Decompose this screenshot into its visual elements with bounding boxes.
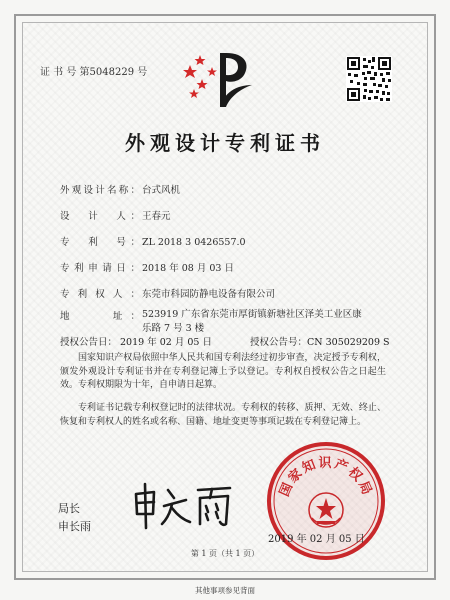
announcement-date-value: 2019 年 02 月 05 日 <box>120 337 212 348</box>
field-label: 外观设计名称： <box>60 185 140 196</box>
field-design-name <box>60 182 180 196</box>
patent-office-logo-icon <box>180 45 258 113</box>
field-patent-number <box>60 234 246 248</box>
field-value: 523919 广东省东莞市厚街镇新塘社区泽美工业区康乐路 7 号 3 楼 <box>142 309 362 334</box>
seal-date: 2019 年 02 月 05 日 <box>268 534 365 545</box>
field-label: 专利权人： <box>60 289 140 300</box>
handwritten-signature-icon <box>128 480 238 532</box>
signatory-title: 局长 <box>58 502 80 515</box>
field-value: 台式风机 <box>142 185 181 196</box>
announcement-number-label: 授权公告号： <box>250 337 308 348</box>
paragraph-grant: 国家知识产权局依照中华人民共和国专利法经过初步审查，决定授予专利权，颁发外观设计专利证书并在专利登记簿上予以登记。专利权自授权公告之日起生效。专利权期限为十年，自申请日起算。 <box>60 353 386 390</box>
signatory-name: 申长雨 <box>58 520 91 533</box>
field-address <box>60 308 362 336</box>
field-label: 专 利 号： <box>60 237 140 248</box>
field-designer <box>60 208 171 222</box>
certificate-number: 证 书 号 第5048229 号 <box>40 67 148 78</box>
seal-text: 国家知识产权局 <box>277 456 375 499</box>
field-label: 专利申请日： <box>60 263 140 274</box>
announcement-date-label: 授权公告日： <box>60 337 118 348</box>
field-value: 2018 年 08 月 03 日 <box>142 263 234 274</box>
field-application-date <box>60 260 234 274</box>
announcement-date <box>60 334 212 348</box>
field-label: 地 址： <box>60 311 140 322</box>
field-patentee <box>60 286 275 300</box>
field-value: 王春元 <box>142 211 171 222</box>
qr-code-icon <box>346 56 392 102</box>
page-number: 第 1 页（共 1 页） <box>190 549 260 558</box>
footer-note: 其他事项参见背面 <box>195 586 255 595</box>
certificate-title: 外观设计专利证书 <box>125 131 325 155</box>
field-value: ZL 2018 3 0426557.0 <box>142 237 246 248</box>
paragraph-legal-status: 专利证书记载专利权登记时的法律状况。专利权的转移、质押、无效、终止、恢复和专利权人的姓名或名称、国籍、地址变更等事项记载在专利登记簿上。 <box>60 403 386 427</box>
field-value: 东莞市科园防静电设备有限公司 <box>142 289 276 300</box>
announcement-number <box>250 334 390 348</box>
field-label: 设 计 人： <box>60 211 140 222</box>
announcement-number-value: CN 305029209 S <box>307 337 390 348</box>
